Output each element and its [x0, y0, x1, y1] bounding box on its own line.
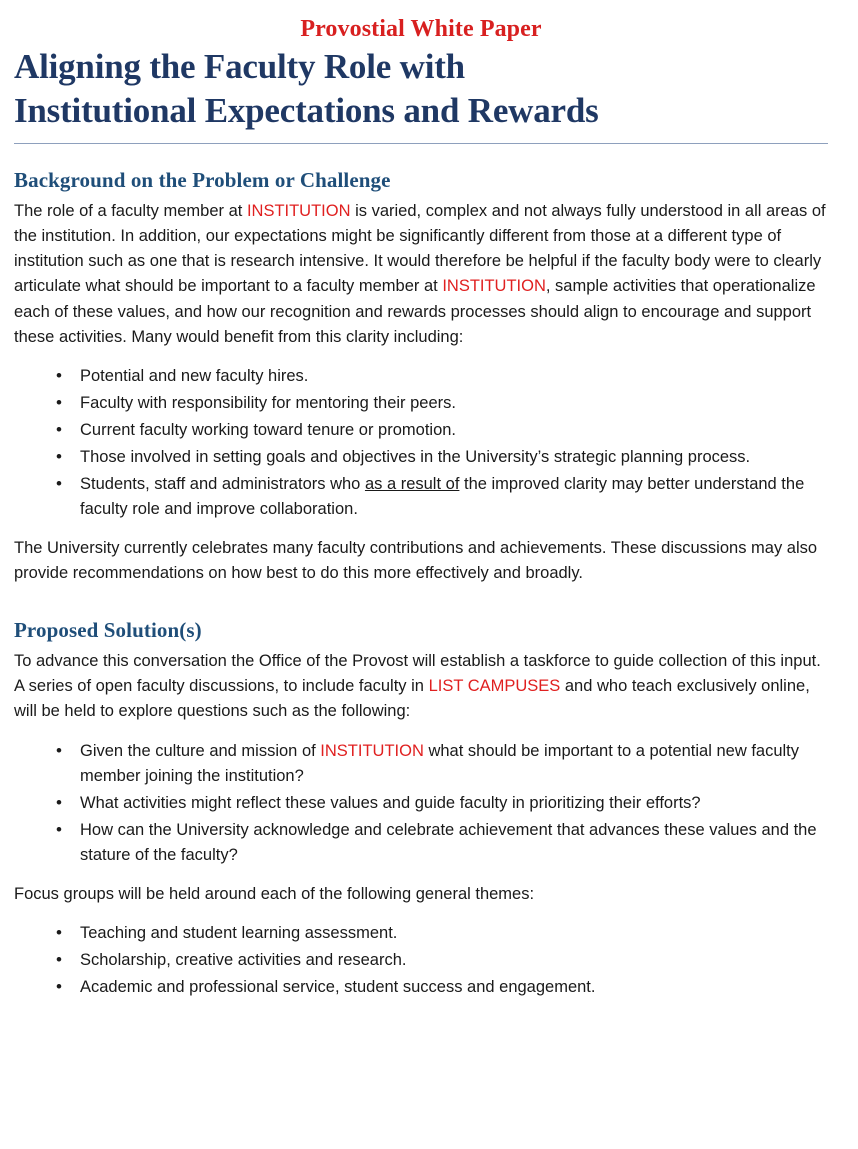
- text-run: The role of a faculty member at: [14, 202, 247, 221]
- underlined-token: as a result of: [364, 474, 460, 493]
- text-run: How can the University acknowledge and celebrate achievement that advances these values and the stature of the faculty?: [80, 820, 817, 864]
- list-item: [14, 364, 828, 389]
- text-run: Current faculty working toward tenure or promotion.: [80, 420, 457, 439]
- list-item: [14, 739, 828, 789]
- list-item: [14, 948, 828, 973]
- text-run: The University currently celebrates many faculty contributions and achievements. These discussions may also provide recommendations on how best to do this more effectively and broadly.: [14, 539, 818, 583]
- list-item: [14, 418, 828, 443]
- text-run: Faculty with responsibility for mentoring their peers.: [80, 393, 456, 412]
- bullet-list-background: [14, 364, 828, 522]
- text-run: Scholarship, creative activities and research.: [80, 951, 407, 970]
- page-title-line-1: Aligning the Faculty Role with: [14, 47, 465, 86]
- text-run: Potential and new faculty hires.: [80, 366, 309, 385]
- text-run: Academic and professional service, student success and engagement.: [80, 978, 596, 997]
- highlight-token: INSTITUTION: [246, 202, 351, 221]
- highlight-token: INSTITUTION: [320, 741, 424, 760]
- page-title: [14, 45, 828, 141]
- section-paragraph-proposed-solutions: [14, 649, 828, 724]
- bullet-list-questions: [14, 739, 828, 868]
- text-run: is varied, complex and not always fully understood in all areas of the institution. In addition, our expectations might be significantly different from those at a different type of institution such as one that is research intensive. It would therefore be helpful if the faculty body were to clearly articulate what should be important to a faculty member at: [14, 202, 826, 296]
- list-item: [14, 391, 828, 416]
- section-heading-background: Background on the Problem or Challenge: [14, 168, 391, 193]
- text-run: the improved clarity may better understand the faculty role and improve collaboration.: [80, 474, 805, 519]
- section-paragraph-background: [14, 199, 828, 349]
- highlight-token: INSTITUTION: [442, 277, 546, 296]
- text-run: Teaching and student learning assessment.: [80, 923, 398, 942]
- text-run: Those involved in setting goals and objectives in the University’s strategic planning process.: [80, 447, 751, 466]
- list-item: [14, 975, 828, 1000]
- section-heading-proposed-solutions: Proposed Solution(s): [14, 618, 202, 643]
- text-run: Students, staff and administrators who: [80, 474, 365, 493]
- list-item: [14, 472, 828, 522]
- title-divider: [14, 143, 828, 144]
- text-run: Focus groups will be held around each of the following general themes:: [14, 884, 535, 903]
- text-run: What activities might reflect these values and guide faculty in prioritizing their efforts?: [80, 793, 701, 812]
- section-closing-proposed-solutions: [14, 882, 828, 907]
- page-title-line-2: Institutional Expectations and Rewards: [14, 91, 599, 131]
- text-run: and who teach exclusively online, will be held to explore questions such as the following:: [14, 677, 810, 721]
- text-run: Given the culture and mission of: [80, 741, 321, 760]
- section-proposed-solutions: [14, 618, 828, 1000]
- list-item: [14, 921, 828, 946]
- bullet-list-themes: [14, 921, 828, 1000]
- text-run: what should be important to a potential new faculty member joining the institution?: [80, 741, 800, 785]
- list-item: [14, 445, 828, 470]
- list-item: [14, 791, 828, 816]
- text-run: , sample activities that operationalize each of these values, and how our recognition and rewards processes should align to encourage and support these activities. Many would benefit from this clarity including:: [14, 277, 816, 346]
- section-background: [14, 168, 828, 586]
- section-gap: [14, 592, 828, 618]
- section-closing-background: [14, 536, 828, 586]
- highlight-token: LIST CAMPUSES: [428, 677, 561, 696]
- text-run: To advance this conversation the Office of the Provost will establish a taskforce to guide collection of this input. A series of open faculty discussions, to include faculty in: [14, 652, 821, 696]
- list-item: [14, 818, 828, 868]
- document-kicker: Provostial White Paper: [300, 16, 542, 42]
